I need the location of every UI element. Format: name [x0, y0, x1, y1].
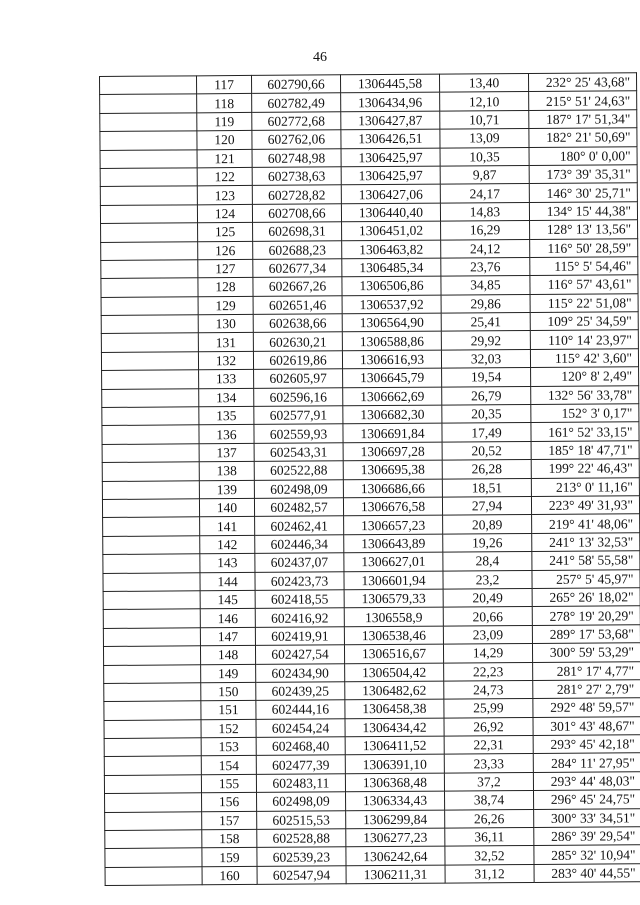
y-coordinate-cell: 1306538,46	[344, 626, 443, 645]
x-coordinate-cell: 602468,40	[256, 737, 345, 756]
distance-cell: 19,26	[443, 533, 532, 552]
distance-cell: 24,12	[441, 239, 530, 258]
bearing-cell: 232° 25' 43,68"	[528, 73, 636, 92]
blank-cell	[102, 370, 199, 389]
point-number-cell: 160	[202, 866, 257, 885]
x-coordinate-cell: 602446,34	[255, 535, 344, 554]
blank-cell	[102, 425, 199, 444]
blank-cell	[104, 664, 201, 683]
point-number-cell: 159	[202, 848, 257, 867]
blank-cell	[104, 701, 201, 720]
blank-cell	[102, 444, 199, 463]
x-coordinate-cell: 602748,98	[252, 148, 341, 167]
y-coordinate-cell: 1306558,9	[344, 607, 443, 626]
bearing-cell: 284° 11' 27,95"	[533, 753, 640, 772]
blank-cell	[103, 554, 200, 573]
blank-cell	[104, 775, 201, 794]
bearing-cell: 128° 13' 13,56"	[530, 220, 638, 239]
distance-cell: 10,35	[440, 147, 529, 166]
y-coordinate-cell: 1306451,02	[342, 221, 441, 240]
x-coordinate-cell: 602708,66	[252, 204, 341, 223]
distance-cell: 17,49	[442, 423, 531, 442]
bearing-cell: 115° 42' 3,60"	[530, 349, 638, 368]
distance-cell: 13,40	[439, 74, 528, 93]
bearing-cell: 173° 39' 35,31"	[529, 165, 637, 184]
point-number-cell: 126	[198, 241, 253, 260]
x-coordinate-cell: 602437,07	[255, 553, 344, 572]
x-coordinate-cell: 602630,21	[253, 332, 342, 351]
y-coordinate-cell: 1306616,93	[342, 350, 441, 369]
x-coordinate-cell: 602444,16	[256, 700, 345, 719]
point-number-cell: 122	[197, 167, 252, 186]
x-coordinate-cell: 602547,94	[257, 866, 346, 885]
x-coordinate-cell: 602605,97	[254, 369, 343, 388]
distance-cell: 34,85	[441, 276, 530, 295]
bearing-cell: 300° 59' 53,29"	[532, 643, 640, 662]
blank-cell	[103, 609, 200, 628]
x-coordinate-cell: 602419,91	[255, 627, 344, 646]
y-coordinate-cell: 1306691,84	[343, 424, 442, 443]
bearing-cell: 257° 5' 45,97"	[532, 569, 640, 588]
bearing-cell: 146° 30' 25,71"	[529, 183, 637, 202]
distance-cell: 24,73	[444, 680, 533, 699]
y-coordinate-cell: 1306427,06	[341, 184, 440, 203]
x-coordinate-cell: 602790,66	[251, 75, 340, 94]
bearing-cell: 115° 5' 54,46"	[530, 257, 638, 276]
point-number-cell: 154	[201, 756, 256, 775]
distance-cell: 31,12	[445, 864, 534, 883]
bearing-cell: 199° 22' 46,43"	[531, 459, 639, 478]
x-coordinate-cell: 602559,93	[254, 424, 343, 443]
point-number-cell: 127	[198, 259, 253, 278]
y-coordinate-cell: 1306645,79	[343, 368, 442, 387]
y-coordinate-cell: 1306682,30	[343, 405, 442, 424]
distance-cell: 26,28	[442, 460, 531, 479]
y-coordinate-cell: 1306588,86	[342, 332, 441, 351]
bearing-cell: 301° 43' 48,67"	[533, 716, 640, 735]
blank-cell	[101, 278, 198, 297]
x-coordinate-cell: 602651,46	[253, 295, 342, 314]
point-number-cell: 148	[200, 646, 255, 665]
blank-cell	[100, 94, 197, 113]
y-coordinate-cell: 1306211,31	[346, 865, 445, 884]
bearing-cell: 116° 57' 43,61"	[530, 275, 638, 294]
x-coordinate-cell: 602772,68	[252, 112, 341, 131]
blank-cell	[100, 131, 197, 150]
bearing-cell: 187° 17' 51,34"	[529, 110, 637, 129]
point-number-cell: 144	[200, 572, 255, 591]
x-coordinate-cell: 602638,66	[253, 314, 342, 333]
x-coordinate-cell: 602418,55	[255, 590, 344, 609]
point-number-cell: 121	[197, 149, 252, 168]
bearing-cell: 120° 8' 2,49"	[531, 367, 639, 386]
point-number-cell: 138	[199, 462, 254, 481]
bearing-cell: 296° 45' 24,75"	[534, 790, 640, 809]
distance-cell: 32,03	[441, 349, 530, 368]
bearing-cell: 241° 58' 55,58"	[532, 551, 640, 570]
point-number-cell: 130	[198, 315, 253, 334]
distance-cell: 19,54	[442, 368, 531, 387]
distance-cell: 38,74	[445, 791, 534, 810]
bearing-cell: 285° 32' 10,94"	[534, 845, 640, 864]
point-number-cell: 146	[200, 609, 255, 628]
y-coordinate-cell: 1306686,66	[343, 479, 442, 498]
blank-cell	[103, 572, 200, 591]
blank-cell	[101, 223, 198, 242]
blank-cell	[102, 462, 199, 481]
bearing-cell: 152° 3' 0,17"	[531, 404, 639, 423]
y-coordinate-cell: 1306485,34	[342, 258, 441, 277]
x-coordinate-cell: 602738,63	[252, 167, 341, 186]
bearing-cell: 109° 25' 34,59"	[530, 312, 638, 331]
y-coordinate-cell: 1306627,01	[344, 552, 443, 571]
blank-cell	[101, 260, 198, 279]
x-coordinate-cell: 602498,09	[254, 479, 343, 498]
x-coordinate-cell: 602528,88	[257, 829, 346, 848]
x-coordinate-cell: 602522,88	[254, 461, 343, 480]
distance-cell: 22,23	[444, 662, 533, 681]
distance-cell: 26,26	[445, 809, 534, 828]
x-coordinate-cell: 602515,53	[257, 810, 346, 829]
distance-cell: 25,41	[441, 313, 530, 332]
bearing-cell: 132° 56' 33,78"	[531, 385, 639, 404]
distance-cell: 26,92	[444, 717, 533, 736]
y-coordinate-cell: 1306482,62	[345, 681, 444, 700]
blank-cell	[104, 719, 201, 738]
blank-cell	[104, 738, 201, 757]
y-coordinate-cell: 1306426,51	[341, 129, 440, 148]
blank-cell	[103, 646, 200, 665]
bearing-cell: 223° 49' 31,93"	[531, 496, 639, 515]
bearing-cell: 116° 50' 28,59"	[530, 238, 638, 257]
distance-cell: 9,87	[440, 165, 529, 184]
y-coordinate-cell: 1306411,52	[345, 736, 444, 755]
point-number-cell: 156	[202, 793, 257, 812]
bearing-cell: 293° 45' 42,18"	[533, 735, 640, 754]
blank-cell	[102, 480, 199, 499]
bearing-cell: 115° 22' 51,08"	[530, 293, 638, 312]
x-coordinate-cell: 602677,34	[253, 259, 342, 278]
x-coordinate-cell: 602762,06	[252, 130, 341, 149]
y-coordinate-cell: 1306368,48	[345, 773, 444, 792]
point-number-cell: 143	[200, 554, 255, 573]
y-coordinate-cell: 1306697,28	[343, 442, 442, 461]
y-coordinate-cell: 1306537,92	[342, 295, 441, 314]
y-coordinate-cell: 1306676,58	[343, 497, 442, 516]
x-coordinate-cell: 602539,23	[257, 847, 346, 866]
y-coordinate-cell: 1306504,42	[345, 663, 444, 682]
point-number-cell: 147	[200, 627, 255, 646]
y-coordinate-cell: 1306427,87	[341, 111, 440, 130]
blank-cell	[101, 333, 198, 352]
y-coordinate-cell: 1306506,86	[342, 276, 441, 295]
blank-cell	[103, 536, 200, 555]
x-coordinate-cell: 602782,49	[252, 93, 341, 112]
blank-cell	[101, 315, 198, 334]
blank-cell	[100, 168, 197, 187]
distance-cell: 24,17	[440, 184, 529, 203]
distance-cell: 20,49	[443, 588, 532, 607]
bearing-cell: 265° 26' 18,02"	[532, 588, 640, 607]
distance-cell: 13,09	[440, 129, 529, 148]
blank-cell	[103, 628, 200, 647]
y-coordinate-cell: 1306440,40	[341, 203, 440, 222]
bearing-cell: 300° 33' 34,51"	[534, 808, 640, 827]
point-number-cell: 134	[199, 388, 254, 407]
x-coordinate-cell: 602434,90	[256, 663, 345, 682]
blank-cell	[103, 591, 200, 610]
y-coordinate-cell: 1306434,42	[345, 718, 444, 737]
blank-cell	[100, 186, 197, 205]
page-number: 46	[313, 50, 327, 65]
y-coordinate-cell: 1306391,10	[345, 755, 444, 774]
distance-cell: 16,29	[441, 221, 530, 240]
bearing-cell: 292° 48' 59,57"	[533, 698, 640, 717]
bearing-cell: 134° 15' 44,38"	[529, 201, 637, 220]
distance-cell: 20,35	[442, 405, 531, 424]
bearing-cell: 293° 44' 48,03"	[533, 772, 640, 791]
y-coordinate-cell: 1306425,97	[341, 166, 440, 185]
bearing-cell: 289° 17' 53,68"	[532, 624, 640, 643]
y-coordinate-cell: 1306516,67	[344, 644, 443, 663]
blank-cell	[105, 793, 202, 812]
bearing-cell: 180° 0' 0,00"	[529, 146, 637, 165]
point-number-cell: 157	[202, 811, 257, 830]
x-coordinate-cell: 602498,09	[257, 792, 346, 811]
point-number-cell: 117	[197, 75, 252, 94]
y-coordinate-cell: 1306277,23	[346, 828, 445, 847]
x-coordinate-cell: 602477,39	[256, 755, 345, 774]
y-coordinate-cell: 1306695,38	[343, 460, 442, 479]
point-number-cell: 135	[199, 406, 254, 425]
distance-cell: 23,76	[441, 257, 530, 276]
y-coordinate-cell: 1306564,90	[342, 313, 441, 332]
bearing-cell: 185° 18' 47,71"	[531, 441, 639, 460]
x-coordinate-cell: 602698,31	[253, 222, 342, 241]
point-number-cell: 136	[199, 425, 254, 444]
blank-cell	[100, 149, 197, 168]
bearing-cell: 281° 17' 4,77"	[533, 661, 640, 680]
x-coordinate-cell: 602423,73	[255, 571, 344, 590]
point-number-cell: 123	[197, 186, 252, 205]
blank-cell	[104, 683, 201, 702]
blank-cell	[103, 517, 200, 536]
distance-cell: 18,51	[442, 478, 531, 497]
distance-cell: 22,31	[444, 736, 533, 755]
y-coordinate-cell: 1306299,84	[346, 810, 445, 829]
y-coordinate-cell: 1306434,96	[341, 93, 440, 112]
point-number-cell: 141	[200, 517, 255, 536]
blank-cell	[100, 76, 197, 95]
point-number-cell: 129	[198, 296, 253, 315]
x-coordinate-cell: 602667,26	[253, 277, 342, 296]
blank-cell	[100, 113, 197, 132]
distance-cell: 26,79	[442, 386, 531, 405]
y-coordinate-cell: 1306458,38	[345, 699, 444, 718]
distance-cell: 29,86	[441, 294, 530, 313]
bearing-cell: 281° 27' 2,79"	[533, 680, 640, 699]
blank-cell	[104, 756, 201, 775]
point-number-cell: 120	[197, 131, 252, 150]
y-coordinate-cell: 1306579,33	[344, 589, 443, 608]
distance-cell: 23,09	[443, 625, 532, 644]
bearing-cell: 161° 52' 33,15"	[531, 422, 639, 441]
coordinates-table	[99, 72, 640, 886]
x-coordinate-cell: 602619,86	[253, 351, 342, 370]
point-number-cell: 149	[201, 664, 256, 683]
bearing-cell: 219° 41' 48,06"	[532, 514, 640, 533]
point-number-cell: 153	[201, 737, 256, 756]
table-row	[105, 864, 640, 886]
point-number-cell: 150	[201, 682, 256, 701]
y-coordinate-cell: 1306425,97	[341, 148, 440, 167]
distance-cell: 23,2	[443, 570, 532, 589]
point-number-cell: 158	[202, 829, 257, 848]
point-number-cell: 155	[201, 774, 256, 793]
blank-cell	[102, 499, 199, 518]
distance-cell: 14,83	[440, 202, 529, 221]
x-coordinate-cell: 602543,31	[254, 443, 343, 462]
y-coordinate-cell: 1306643,89	[344, 534, 443, 553]
point-number-cell: 124	[197, 204, 252, 223]
blank-cell	[105, 848, 202, 867]
point-number-cell: 133	[199, 370, 254, 389]
bearing-cell: 278° 19' 20,29"	[532, 606, 640, 625]
blank-cell	[102, 407, 199, 426]
distance-cell: 36,11	[445, 827, 534, 846]
point-number-cell: 128	[198, 278, 253, 297]
distance-cell: 20,66	[443, 607, 532, 626]
point-number-cell: 119	[197, 112, 252, 131]
x-coordinate-cell: 602416,92	[255, 608, 344, 627]
y-coordinate-cell: 1306601,94	[344, 571, 443, 590]
point-number-cell: 151	[201, 701, 256, 720]
distance-cell: 14,29	[443, 644, 532, 663]
point-number-cell: 131	[198, 333, 253, 352]
x-coordinate-cell: 602439,25	[256, 682, 345, 701]
blank-cell	[101, 297, 198, 316]
blank-cell	[100, 205, 197, 224]
blank-cell	[101, 241, 198, 260]
point-number-cell: 142	[200, 535, 255, 554]
bearing-cell: 213° 0' 11,16"	[531, 477, 639, 496]
x-coordinate-cell: 602427,54	[255, 645, 344, 664]
x-coordinate-cell: 602482,57	[254, 498, 343, 517]
point-number-cell: 125	[198, 223, 253, 242]
point-number-cell: 145	[200, 590, 255, 609]
point-number-cell: 137	[199, 443, 254, 462]
bearing-cell: 182° 21' 50,69"	[529, 128, 637, 147]
x-coordinate-cell: 602688,23	[253, 240, 342, 259]
distance-cell: 20,52	[442, 441, 531, 460]
y-coordinate-cell: 1306242,64	[346, 847, 445, 866]
y-coordinate-cell: 1306662,69	[343, 387, 442, 406]
bearing-cell: 110° 14' 23,97"	[530, 330, 638, 349]
x-coordinate-cell: 602728,82	[252, 185, 341, 204]
point-number-cell: 152	[201, 719, 256, 738]
bearing-cell: 286° 39' 29,54"	[534, 827, 640, 846]
distance-cell: 28,4	[443, 552, 532, 571]
distance-cell: 10,71	[440, 110, 529, 129]
distance-cell: 37,2	[444, 772, 533, 791]
distance-cell: 25,99	[444, 699, 533, 718]
distance-cell: 32,52	[445, 846, 534, 865]
distance-cell: 20,89	[443, 515, 532, 534]
point-number-cell: 139	[199, 480, 254, 499]
blank-cell	[105, 830, 202, 849]
y-coordinate-cell: 1306334,43	[346, 791, 445, 810]
distance-cell: 12,10	[440, 92, 529, 111]
bearing-cell: 283° 40' 44,55"	[534, 864, 640, 883]
x-coordinate-cell: 602483,11	[256, 774, 345, 793]
y-coordinate-cell: 1306445,58	[340, 74, 439, 93]
x-coordinate-cell: 602596,16	[254, 387, 343, 406]
point-number-cell: 132	[198, 351, 253, 370]
bearing-cell: 215° 51' 24,63"	[529, 91, 637, 110]
distance-cell: 27,94	[442, 496, 531, 515]
x-coordinate-cell: 602454,24	[256, 718, 345, 737]
y-coordinate-cell: 1306463,82	[342, 240, 441, 259]
coordinates-table-body	[100, 73, 640, 886]
blank-cell	[101, 352, 198, 371]
point-number-cell: 118	[197, 94, 252, 113]
distance-cell: 29,92	[441, 331, 530, 350]
blank-cell	[105, 867, 202, 886]
x-coordinate-cell: 602462,41	[255, 516, 344, 535]
x-coordinate-cell: 602577,91	[254, 406, 343, 425]
blank-cell	[105, 811, 202, 830]
point-number-cell: 140	[199, 498, 254, 517]
blank-cell	[102, 388, 199, 407]
y-coordinate-cell: 1306657,23	[344, 515, 443, 534]
distance-cell: 23,33	[444, 754, 533, 773]
bearing-cell: 241° 13' 32,53"	[532, 533, 640, 552]
